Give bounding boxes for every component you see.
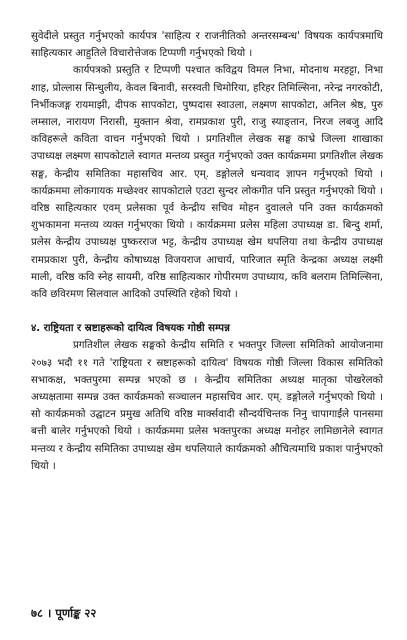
section-gap <box>31 303 383 320</box>
paragraph-2: कार्यपत्रको प्रस्तुति र टिप्पणी पश्चात कविद्वय विमल निभा, मोदनाथ मरहट्टा, निभा शाह, प्रोल्लास सिन्धुलीय, केवल बिनावी, सरस्वती चिमोरिया, हरिहर तिमिल्सिना, नरेन्द्र नगरकोटी, निर्भीकजङ्ग रायमाझी, दीपक सापकोटा, पुष्पदास स्वाउला, लक्ष्मण सापकोटा, अनिल श्रेष्ठ, पुरु लम्साल, नारायण निरासी, मुक्तान श्रेवा, रामप्रकाश पुरी, राजु स्याङ्तान, निरज लबजु आदि कविहरूले कविता वाचन गर्नुभएको थियो । प्रगतिशील लेखक सङ्घ काभ्रे जिल्ला शाखाका उपाध्यक्ष लक्ष्मण सापकोटाले स्वागत मन्तव्य प्रस्तुत गर्नुभएको उक्त कार्यक्रममा प्रगतिशील लेखक सङ्घ, केन्द्रीय समितिका महासचिव आर. एम्. डङ्गोलले धन्यवाद ज्ञापन गर्नुभएको थियो । कार्यक्रममा लोकगायक मच्छेश्वर सापकोटाले एउटा सुन्दर लोकगीत पनि प्रस्तुत गर्नुभएको थियो । वरिष्ठ साहित्यकार एवम् प्रलेसका पूर्व केन्द्रीय सचिव मोहन दुवालले पनि उक्त कार्यक्रमको शुभकामना मन्तव्य व्यक्त गर्नुभएका थियो । कार्यक्रममा प्रलेस महिला उपाध्यक्ष डा. बिन्दु शर्मा, प्रलेस केन्द्रीय उपाध्यक्ष पुष्करराज भट्ट, केन्द्रीय उपाध्यक्ष खेम थपलिया तथा केन्द्रीय उपाध्यक्ष रामप्रकाश पुरी, केन्द्रीय कोषाध्यक्ष विजयराज आचार्य, पारिजात स्मृति केन्द्रका अध्यक्ष लक्ष्मी माली, वरिष्ठ कवि स्नेह सायमी, वरिष्ठ साहित्यकार गोपीरमण उपाध्याय, कवि बलराम तिमिल्सिना, कवि छविरमण सिलवाल आदिको उपस्थिति रहेको थियो । <box>31 65 383 301</box>
section-heading: ४. राष्ट्रियता र स्रष्टाहरूको दायित्व विषयक गोष्ठी सम्पन्न <box>31 323 230 335</box>
paragraph-3: प्रगतिशील लेखक सङ्घको केन्द्रीय समिति र भक्तपुर जिल्ला समितिको आयोजनामा २०७३ भदौ ११ गते 'राष्ट्रियता र स्रष्टाहरूको दायित्व' विषयक गोष्ठी जिल्ला विकास समितिको सभाकक्ष, भक्तपुरमा सम्पन्न भएको छ । केन्द्रीय समितिका अध्यक्ष मातृका पोखरेलको अध्यक्षतामा सम्पन्न उक्त कार्यक्रमको सञ्चालन महासचिव आर. एम्. डङ्गोलले गर्नुभएको थियो । सो कार्यक्रमको उद्घाटन प्रमुख अतिथि वरिष्ठ मार्क्सवादी सौन्दर्यचिन्तक निनु चापागाईंले पानसमा बत्ती बालेर गर्नुभएको थियो । कार्यक्रममा प्रलेस भक्तपुरका अध्यक्ष मनोहर लामिछानेले स्वागत मन्तव्य र केन्द्रीय समितिका उपाध्यक्ष खेम थपलियाले कार्यक्रमको औचित्यमाथि प्रकाश पार्नुभएको थियो । <box>31 340 383 472</box>
paragraph-1: सुवेदीले प्रस्तुत गर्नुभएको कार्यपत्र 'साहित्य र राजनीतिको अन्तरसम्बन्ध' विषयक कार्यपत्रमाथि साहित्यकार आहुतिले विचारोत्तेजक टिप्पणी गर्नुभएको थियो । <box>31 31 383 60</box>
page-body <box>31 28 383 475</box>
page-footer: ७८ । पूर्णाङ्क २२ <box>31 606 97 620</box>
